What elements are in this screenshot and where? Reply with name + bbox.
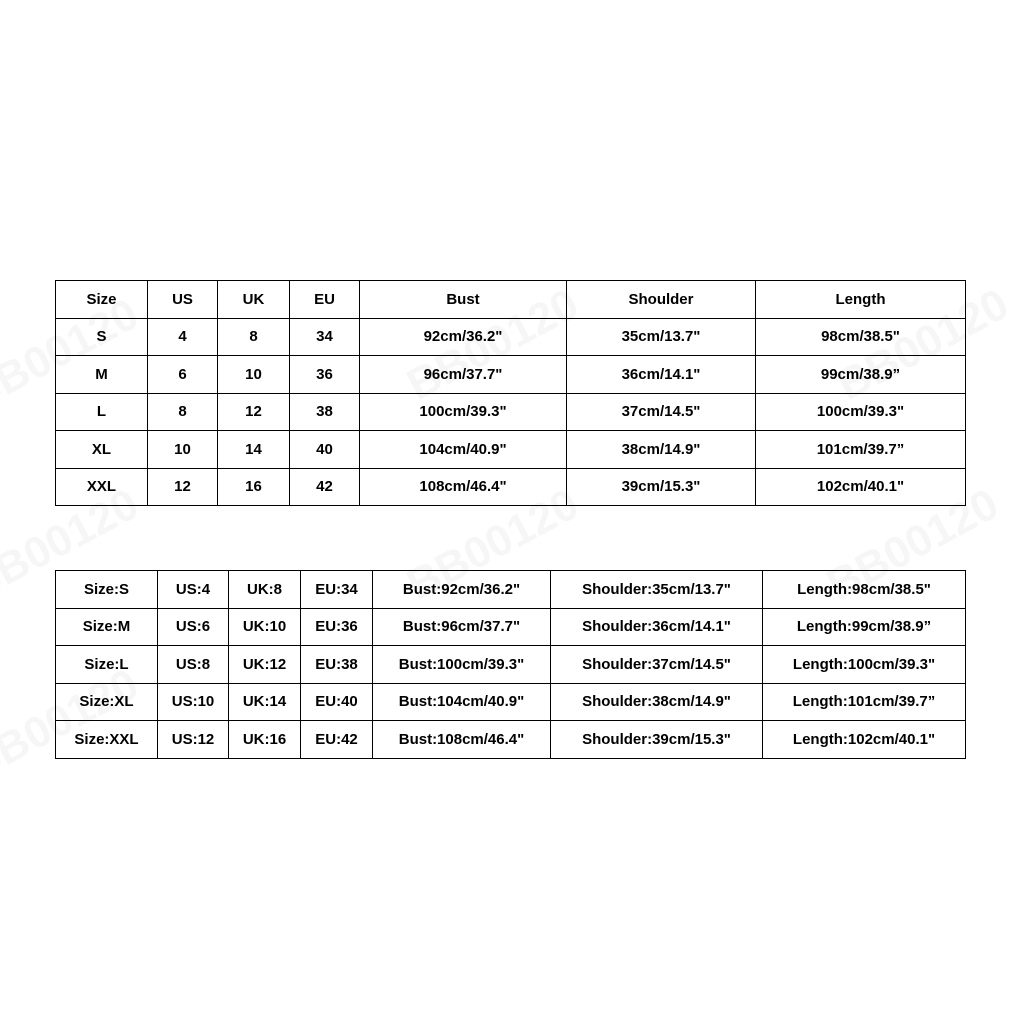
cell-shoulder: 37cm/14.5" — [567, 393, 756, 431]
table-row — [56, 721, 966, 759]
cell-uk: UK:8 — [229, 571, 301, 609]
cell-length: 100cm/39.3" — [756, 393, 966, 431]
cell-eu: 36 — [290, 356, 360, 394]
cell-size: Size:XXL — [56, 721, 158, 759]
cell-bust: Bust:104cm/40.9" — [373, 683, 551, 721]
size-chart-table — [55, 280, 966, 506]
table-row — [56, 571, 966, 609]
cell-us: 8 — [148, 393, 218, 431]
cell-us: 6 — [148, 356, 218, 394]
cell-length: Length:98cm/38.5" — [763, 571, 966, 609]
cell-bust: 100cm/39.3" — [360, 393, 567, 431]
cell-length: 99cm/38.9” — [756, 356, 966, 394]
header-us: US — [148, 281, 218, 319]
cell-shoulder: Shoulder:36cm/14.1" — [551, 608, 763, 646]
cell-bust: 108cm/46.4" — [360, 468, 567, 506]
cell-size: Size:M — [56, 608, 158, 646]
cell-size: Size:S — [56, 571, 158, 609]
cell-shoulder: Shoulder:38cm/14.9" — [551, 683, 763, 721]
table-row — [56, 608, 966, 646]
cell-us: 12 — [148, 468, 218, 506]
cell-shoulder: 39cm/15.3" — [567, 468, 756, 506]
cell-size: S — [56, 318, 148, 356]
cell-uk: 12 — [218, 393, 290, 431]
cell-eu: 42 — [290, 468, 360, 506]
cell-us: 10 — [148, 431, 218, 469]
cell-length: Length:101cm/39.7” — [763, 683, 966, 721]
header-uk: UK — [218, 281, 290, 319]
header-bust: Bust — [360, 281, 567, 319]
cell-us: US:8 — [158, 646, 229, 684]
cell-shoulder: 36cm/14.1" — [567, 356, 756, 394]
table-row — [56, 468, 966, 506]
header-length: Length — [756, 281, 966, 319]
cell-uk: UK:12 — [229, 646, 301, 684]
cell-size: M — [56, 356, 148, 394]
table-header-row — [56, 281, 966, 319]
cell-size: L — [56, 393, 148, 431]
cell-uk: UK:10 — [229, 608, 301, 646]
cell-bust: Bust:108cm/46.4" — [373, 721, 551, 759]
size-chart-labeled-table — [55, 570, 966, 759]
cell-shoulder: 35cm/13.7" — [567, 318, 756, 356]
cell-length: Length:100cm/39.3" — [763, 646, 966, 684]
cell-eu: EU:34 — [301, 571, 373, 609]
table-row — [56, 356, 966, 394]
cell-eu: EU:38 — [301, 646, 373, 684]
cell-size: XXL — [56, 468, 148, 506]
cell-uk: 10 — [218, 356, 290, 394]
cell-uk: UK:14 — [229, 683, 301, 721]
cell-eu: EU:42 — [301, 721, 373, 759]
header-size: Size — [56, 281, 148, 319]
cell-length: 101cm/39.7” — [756, 431, 966, 469]
cell-us: US:12 — [158, 721, 229, 759]
cell-size: XL — [56, 431, 148, 469]
cell-eu: 38 — [290, 393, 360, 431]
header-shoulder: Shoulder — [567, 281, 756, 319]
cell-eu: 40 — [290, 431, 360, 469]
table-row — [56, 646, 966, 684]
cell-shoulder: 38cm/14.9" — [567, 431, 756, 469]
table-row — [56, 683, 966, 721]
cell-uk: UK:16 — [229, 721, 301, 759]
cell-eu: EU:40 — [301, 683, 373, 721]
cell-us: US:10 — [158, 683, 229, 721]
cell-uk: 16 — [218, 468, 290, 506]
cell-eu: 34 — [290, 318, 360, 356]
cell-eu: EU:36 — [301, 608, 373, 646]
cell-bust: Bust:92cm/36.2" — [373, 571, 551, 609]
cell-bust: Bust:100cm/39.3" — [373, 646, 551, 684]
table-row — [56, 393, 966, 431]
cell-us: 4 — [148, 318, 218, 356]
cell-size: Size:XL — [56, 683, 158, 721]
cell-length: 102cm/40.1" — [756, 468, 966, 506]
table-row — [56, 431, 966, 469]
cell-shoulder: Shoulder:37cm/14.5" — [551, 646, 763, 684]
cell-uk: 8 — [218, 318, 290, 356]
cell-shoulder: Shoulder:35cm/13.7" — [551, 571, 763, 609]
cell-uk: 14 — [218, 431, 290, 469]
cell-length: 98cm/38.5" — [756, 318, 966, 356]
cell-bust: 104cm/40.9" — [360, 431, 567, 469]
cell-us: US:4 — [158, 571, 229, 609]
header-eu: EU — [290, 281, 360, 319]
cell-length: Length:102cm/40.1" — [763, 721, 966, 759]
cell-bust: 92cm/36.2" — [360, 318, 567, 356]
cell-bust: 96cm/37.7" — [360, 356, 567, 394]
cell-bust: Bust:96cm/37.7" — [373, 608, 551, 646]
table-row — [56, 318, 966, 356]
cell-us: US:6 — [158, 608, 229, 646]
cell-shoulder: Shoulder:39cm/15.3" — [551, 721, 763, 759]
cell-size: Size:L — [56, 646, 158, 684]
cell-length: Length:99cm/38.9” — [763, 608, 966, 646]
